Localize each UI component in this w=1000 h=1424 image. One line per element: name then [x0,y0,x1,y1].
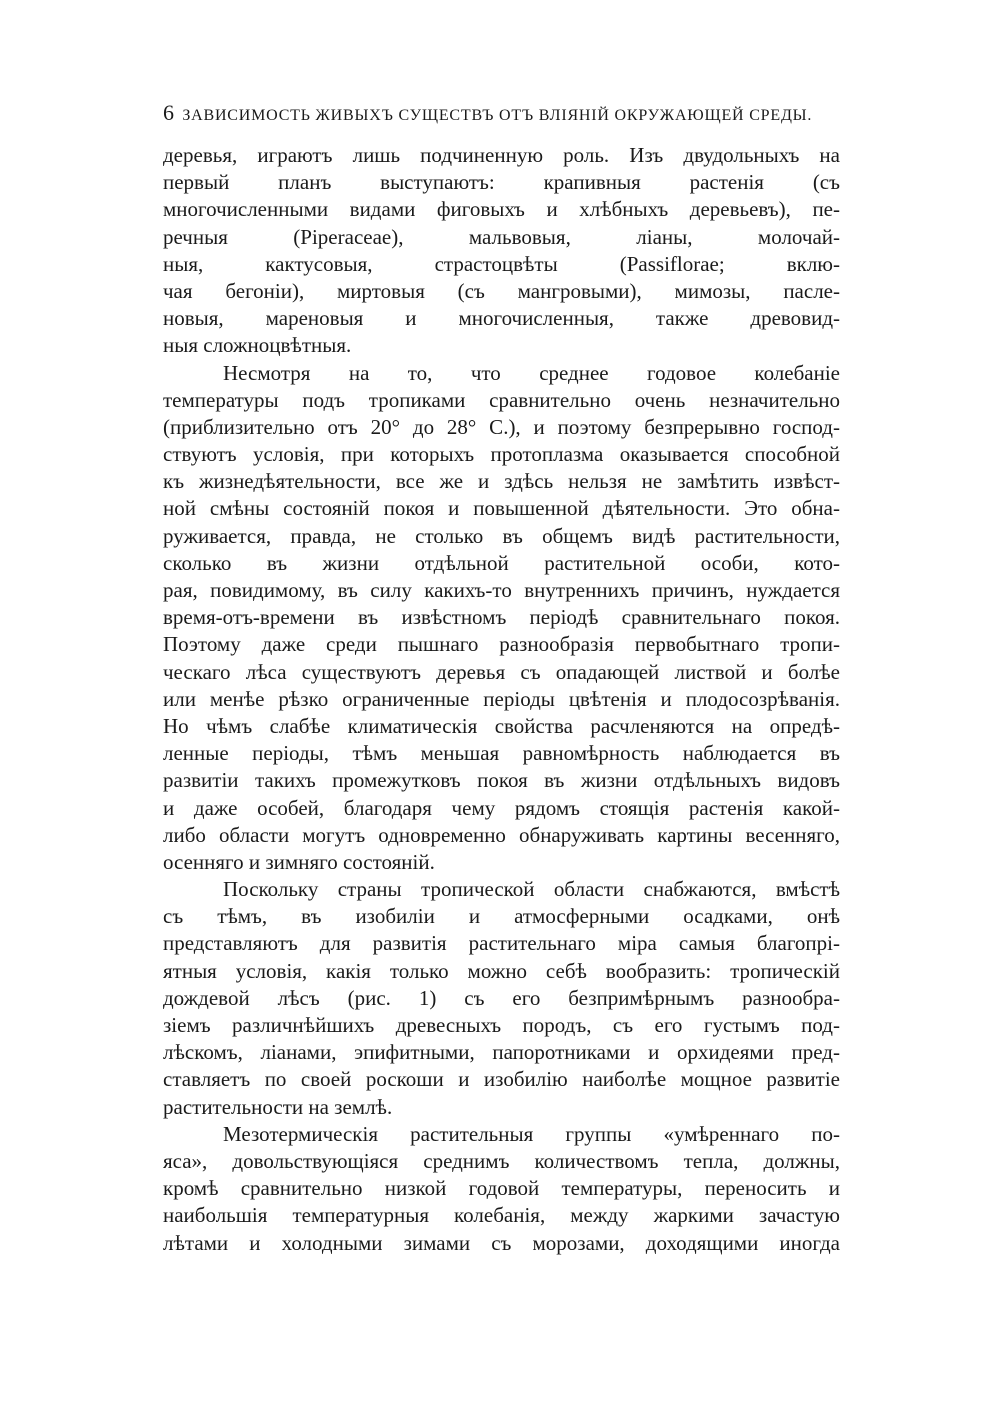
text-line: ной смѣны состояній покоя и повышенной дѣятельности. Это обна- [163,496,840,521]
text-line: ятныя условія, какія только можно себѣ вообразить: тропическій [163,958,840,983]
text-line: многочисленными видами фиговыхъ и хлѣбныхъ деревьевъ), пе- [163,197,840,222]
text-line: новыя, мареновыя и многочисленныя, также древовид- [163,306,840,331]
running-header [163,100,840,130]
text-line: чая бегоніи), миртовыя (съ мангровыми), мимозы, пасле- [163,278,840,303]
text-line: растительности на землѣ. [163,1094,393,1119]
text-line: либо области могутъ одновременно обнаруживать картины весенняго, [163,822,840,847]
text-line: первый планъ выступаютъ: крапивныя растенія (съ [163,170,840,195]
text-line: ныя, кактусовыя, страстоцвѣты (Passiflorae; вклю- [163,251,840,276]
text-line: представляютъ для развитія растительнаго міра самыя благопрі- [163,931,840,956]
text-line: сколько въ жизни отдѣльной растительной особи, кото- [163,550,840,575]
text-line: Но чѣмъ слабѣе климатическія свойства расчленяются на опредѣ- [163,713,840,738]
running-title: ЗАВИСИМОСТЬ ЖИВЫХЪ СУЩЕСТВЪ ОТЪ ВЛІЯНІЙ ОКРУЖАЮЩЕЙ СРЕДЫ. [182,107,813,124]
text-line: Поэтому даже среди пышнаго разнообразія первобытнаго тропи- [163,632,840,657]
text-line: ческаго лѣса существуютъ деревья съ опадающей листвой и болѣе [163,659,840,684]
text-line: речныя (Piperaceae), мальвовыя, ліаны, молочай- [163,224,840,249]
paragraph-start-line: Несмотря на то, что среднее годовое колебаніе [223,360,840,385]
body-text [163,142,840,1257]
text-line: лѣскомъ, ліанами, эпифитными, папоротниками и орхидеями пред- [163,1040,840,1065]
text-line: яса», довольствующіяся среднимъ количествомъ тепла, должны, [163,1148,840,1173]
text-line: зіемъ различнѣйшихъ древесныхъ породъ, съ его густымъ под- [163,1013,840,1037]
text-line: (приблизительно отъ 20° до 28° С.), и поэтому безпрерывно господ- [163,414,840,439]
paragraph-start-line: Поскольку страны тропической области снабжаются, вмѣстѣ [223,877,840,902]
text-line: развитіи такихъ промежутковъ покоя въ жизни отдѣльныхъ видовъ [163,768,840,793]
text-line: деревья, играютъ лишь подчиненную роль. Изъ двудольныхъ на [163,143,840,167]
text-line: ныя сложноцвѣтныя. [163,333,352,358]
text-line: время-отъ-времени въ извѣстномъ періодѣ сравнительнаго покоя. [163,605,840,630]
text-line: осенняго и зимняго состояній. [163,849,435,874]
text-line: кромѣ сравнительно низкой годовой температуры, переносить и [163,1176,840,1201]
text-line: лѣтами и холодными зимами съ морозами, доходящими иногда [163,1230,840,1255]
text-line: или менѣе рѣзко ограниченные періоды цвѣтенія и плодосозрѣванія. [163,686,840,711]
text-line: и даже особей, благодаря чему рядомъ стоящія растенія какой- [163,795,840,820]
page-number: 6 [163,100,175,125]
text-line: дождевой лѣсъ (рис. 1) съ его безпримѣрнымъ разнообра- [163,985,840,1010]
text-line: ствуютъ условія, при которыхъ протоплазма оказывается способной [163,442,840,467]
text-line: рая, повидимому, въ силу какихъ-то внутреннихъ причинъ, нуждается [163,578,840,602]
text-line: ленные періоды, тѣмъ меньшая равномѣрность наблюдается въ [163,741,840,766]
paragraph-start-line: Мезотермическія растительныя группы «умѣреннаго по- [223,1121,840,1146]
text-line: ставляетъ по своей роскоши и изобилію наиболѣе мощное развитіе [163,1067,840,1092]
text-line: руживается, правда, не столько въ общемъ видѣ растительности, [163,523,840,548]
text-line: къ жизнедѣятельности, все же и здѣсь нельзя не замѣтить извѣст- [163,469,840,494]
text-line: наибольшія температурныя колебанія, между жаркими зачастую [163,1203,840,1228]
text-line: температуры подъ тропиками сравнительно очень незначительно [163,387,840,412]
text-line: съ тѣмъ, въ изобиліи и атмосферными осадками, онѣ [163,904,840,929]
